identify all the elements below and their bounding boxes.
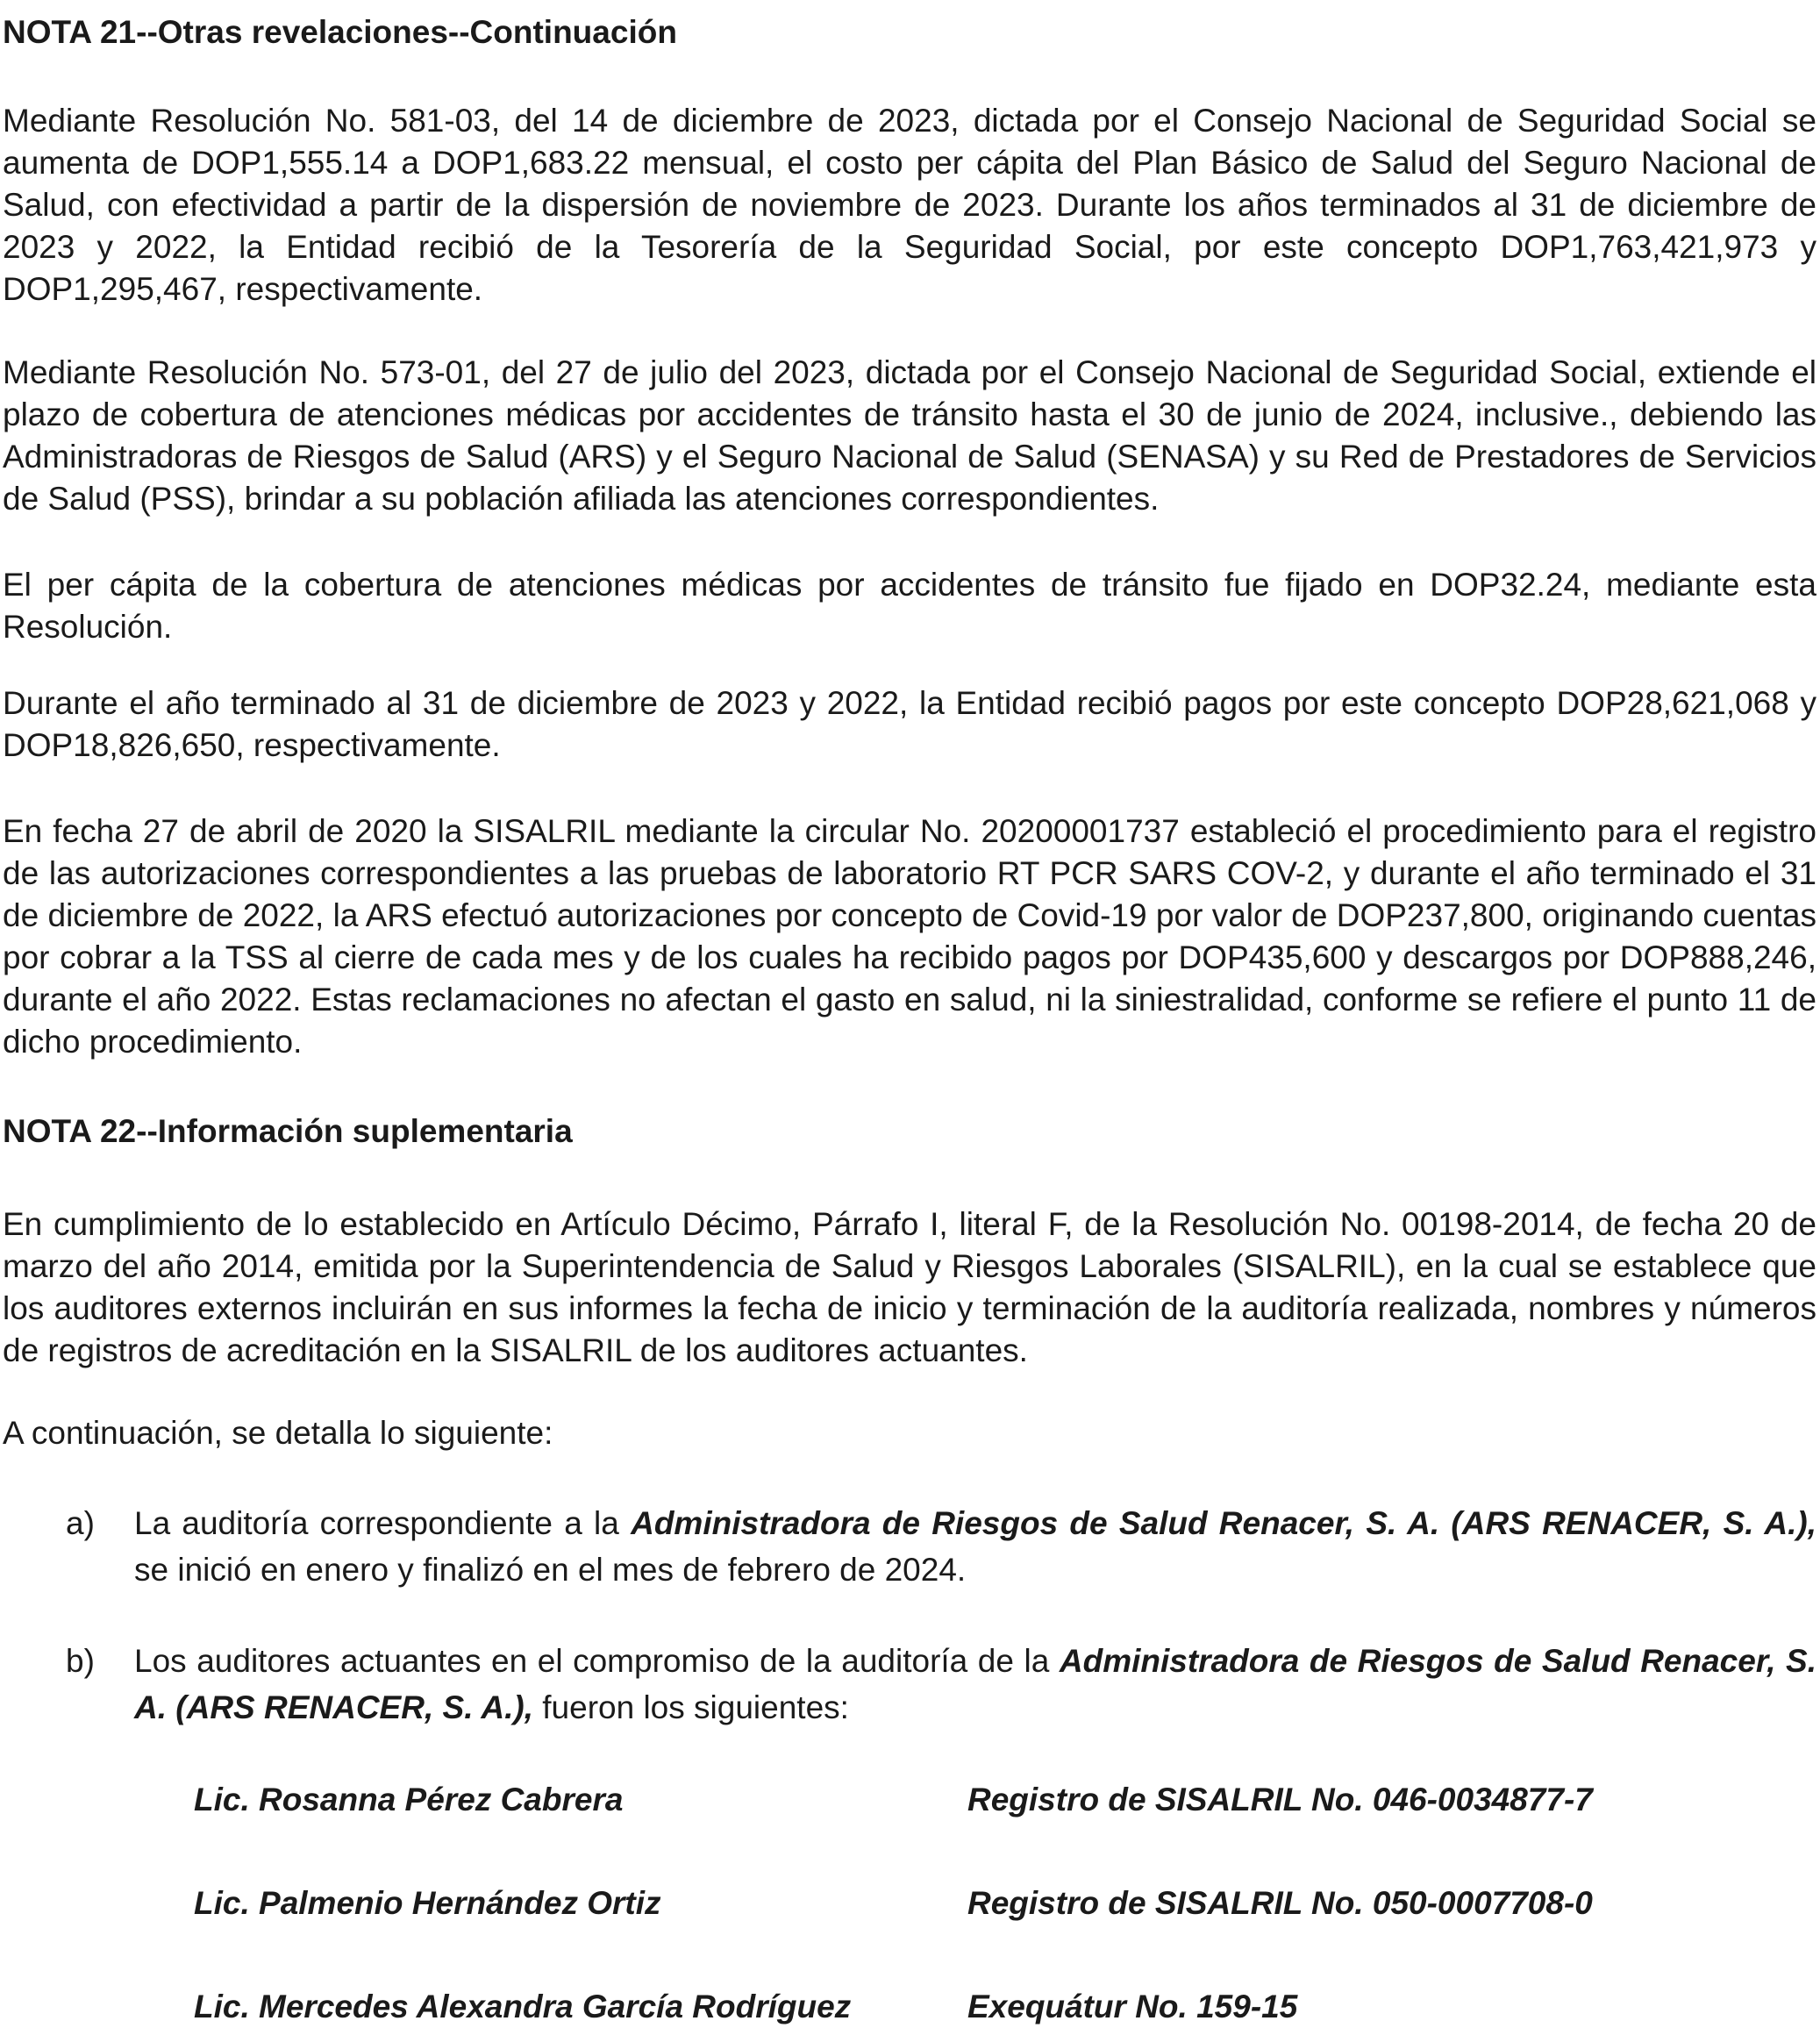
nota-21-heading: NOTA 21--Otras revelaciones--Continuación (3, 14, 677, 50)
nota-22-paragraph-1: En cumplimiento de lo establecido en Artículo Décimo, Párrafo I, literal F, de la Resolución No. 00198-2014, de fecha 20 de marzo del año 2014, emitida por la Superintendencia de Salud y Riesgos Laborales (SISALRIL), en la cual se establece que los auditores externos incluirán en sus informes la fecha de inicio y terminación de la auditoría realizada, nombres y números de registros de acreditación en la SISALRIL de los auditores actuantes. (3, 1206, 1816, 1368)
list-item-b (66, 1638, 1816, 1731)
auditor-name: Lic. Mercedes Alexandra García Rodríguez (194, 1989, 852, 2024)
list-marker: a) (66, 1505, 95, 1541)
list-item-text (134, 1500, 1816, 1593)
entity-name: Administradora de Riesgos de Salud Renacer, S. A. (ARS RENACER, S. A.), (134, 1643, 1817, 1725)
list-item-pre-text: La auditoría correspondiente a la (134, 1505, 632, 1541)
nota-21-paragraph-3: El per cápita de la cobertura de atenciones médicas por accidentes de tránsito fue fijado en DOP32.24, mediante esta Resolución. (3, 567, 1816, 645)
nota-21-paragraph-2: Mediante Resolución No. 573-01, del 27 de julio del 2023, dictada por el Consejo Nacional de Seguridad Social, extiende el plazo de cobertura de atenciones médicas por accidentes de tránsito hasta el 30 de junio de 2024, inclusive., debiendo las Administradoras de Riesgos de Salud (ARS) y el Seguro Nacional de Salud (SENASA) y su Red de Prestadores de Servicios de Salud (PSS), brindar a su población afiliada las atenciones correspondientes. (3, 354, 1816, 517)
auditor-registry: Registro de SISALRIL No. 050-0007708-0 (967, 1885, 1593, 1921)
auditor-registry: Exequátur No. 159-15 (967, 1989, 1298, 2024)
nota-22-heading: NOTA 22--Información suplementaria (3, 1113, 573, 1149)
list-marker: b) (66, 1643, 95, 1679)
entity-name: Administradora de Riesgos de Salud Renacer, S. A. (ARS RENACER, S. A.), (631, 1505, 1817, 1541)
list-item-post-text: fueron los siguientes: (532, 1689, 849, 1725)
auditor-registry: Registro de SISALRIL No. 046-0034877-7 (967, 1782, 1593, 1817)
list-item-a (66, 1500, 1816, 1593)
nota-21-paragraph-1: Mediante Resolución No. 581-03, del 14 de diciembre de 2023, dictada por el Consejo Nacional de Seguridad Social se aumenta de DOP1,555.14 a DOP1,683.22 mensual, el costo per cápita del Plan Básico de Salud del Seguro Nacional de Salud, con efectividad a partir de la dispersión de noviembre de 2023. Durante los años terminados al 31 de diciembre de 2023 y 2022, la Entidad recibió de la Tesorería de la Seguridad Social, por este concepto DOP1,763,421,973 y DOP1,295,467, respectivamente. (3, 103, 1816, 307)
list-item-pre-text: Los auditores actuantes en el compromiso de la auditoría de la (134, 1643, 1060, 1679)
nota-22-paragraph-2: A continuación, se detalla lo siguiente: (3, 1415, 553, 1451)
auditor-name: Lic. Palmenio Hernández Ortiz (194, 1885, 661, 1921)
auditor-name: Lic. Rosanna Pérez Cabrera (194, 1782, 624, 1817)
list-item-text (134, 1638, 1816, 1731)
nota-21-paragraph-5: En fecha 27 de abril de 2020 la SISALRIL mediante la circular No. 20200001737 estableció el procedimiento para el registro de las autorizaciones correspondientes a las pruebas de laboratorio RT PCR SARS COV-2, y durante el año terminado el 31 de diciembre de 2022, la ARS efectuó autorizaciones por concepto de Covid-19 por valor de DOP237,800, originando cuentas por cobrar a la TSS al cierre de cada mes y de los cuales ha recibido pagos por DOP435,600 y descargos por DOP888,246, durante el año 2022. Estas reclamaciones no afectan el gasto en salud, ni la siniestralidad, conforme se refiere el punto 11 de dicho procedimiento. (3, 813, 1816, 1060)
nota-21-paragraph-4: Durante el año terminado al 31 de diciembre de 2023 y 2022, la Entidad recibió pagos por este concepto DOP28,621,068 y DOP18,826,650, respectivamente. (3, 685, 1816, 763)
list-item-post-text: se inició en enero y finalizó en el mes de febrero de 2024. (134, 1552, 967, 1588)
